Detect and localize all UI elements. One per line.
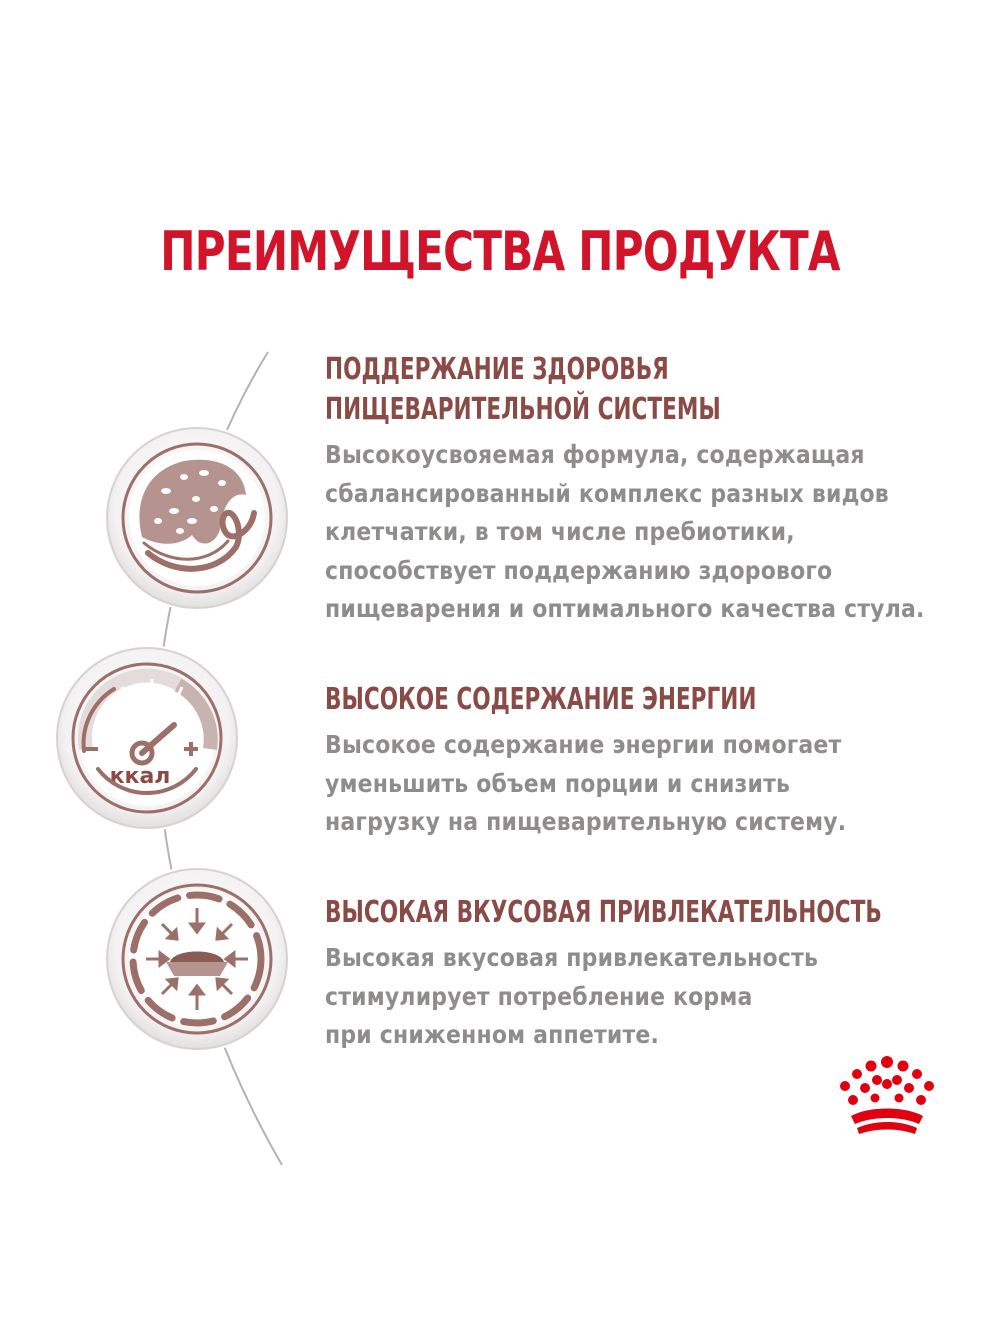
benefit-title: ПОДДЕРЖАНИЕ ЗДОРОВЬЯ ПИЩЕВАРИТЕЛЬНОЙ СИСТЕМЫ xyxy=(325,352,721,427)
benefit-palatability xyxy=(325,893,985,1055)
benefit-description: Высокоусвояемая формула, содержащая сбалансированный комплекс разных видов клетчатки, в том числе пребиотики, способствует поддержанию здорового пищеварения и оптимального качества стула. xyxy=(325,440,925,623)
benefit-high-energy xyxy=(325,680,985,842)
benefit-digestive-health xyxy=(325,350,985,629)
benefit-description: Высокая вкусовая привлекательность стимулирует потребление корма при сниженном аппетите. xyxy=(325,943,819,1049)
benefit-title: ВЫСОКОЕ СОДЕРЖАНИЕ ЭНЕРГИИ xyxy=(325,682,757,717)
royal-crown-logo xyxy=(833,1052,941,1142)
palatability-bowl-icon xyxy=(104,866,290,1052)
energy-gauge-icon xyxy=(54,645,240,831)
kcal-label: ккал xyxy=(109,764,171,789)
digestive-health-icon xyxy=(104,425,290,611)
benefit-description: Высокое содержание энергии помогает уменьшить объем порции и снизить нагрузку на пищеварительную систему. xyxy=(325,730,847,836)
benefit-title: ВЫСОКАЯ ВКУСОВАЯ ПРИВЛЕКАТЕЛЬНОСТЬ xyxy=(325,895,882,930)
page-title: ПРЕИМУЩЕСТВА ПРОДУКТА xyxy=(160,220,840,283)
